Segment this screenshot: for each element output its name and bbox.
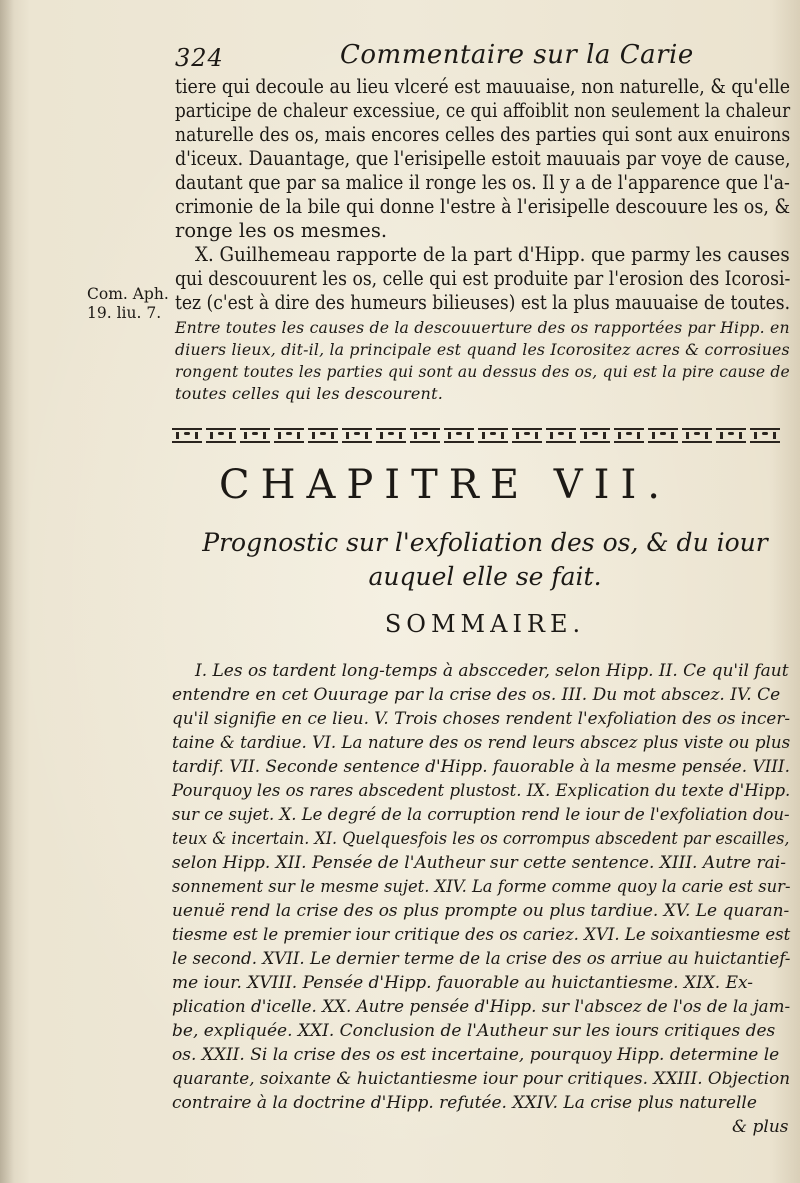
summary-line: sonnement sur le mesme sujet. XIV. La forme comme quoy la carie est sur- — [172, 877, 791, 897]
margin-note-line: Com. Aph. — [87, 285, 169, 303]
page-header — [175, 30, 694, 72]
summary-line: plication d'icelle. XX. Autre pensée d'Hipp. sur l'abscez de l'os de la jam- — [172, 997, 791, 1017]
summary-line: quarante, soixante & huictantiesme iour pour critiques. XXIII. Objection — [172, 1069, 791, 1089]
running-title: Commentaire sur la Carie — [340, 40, 694, 70]
quote-line: toutes celles qui les descourent. — [175, 384, 443, 403]
summary-line: I. Les os tardent long-temps à abscceder, selon Hipp. II. Ce qu'il faut — [195, 661, 789, 681]
summary-line: sur ce sujet. X. Le degré de la corruption rend le iour de l'exfoliation dou- — [172, 805, 790, 825]
summary-line: teux & incertain. XI. Quelquesfois les os corrompus abscedent par escailles, — [172, 829, 790, 849]
chapter-subtitle: auquel elle se fait. — [368, 562, 602, 591]
quote-line: rongent toutes les parties qui sont au dessus des os, qui est la pire cause de — [175, 362, 790, 381]
quote-line: Entre toutes les causes de la descouuerture des os rapportées par Hipp. en — [175, 318, 790, 337]
summary-line: selon Hipp. XII. Pensée de l'Autheur sur cette sentence. XIII. Autre rai- — [172, 853, 786, 873]
body-line: naturelle des os, mais encores celles des parties qui sont aux enuirons — [175, 123, 791, 146]
summary-line: tardif. VII. Seconde sentence d'Hipp. fauorable à la mesme pensée. VIII. — [172, 757, 790, 777]
body-line: dautant que par sa malice il ronge les os. Il y a de l'apparence que l'a- — [175, 171, 790, 194]
body-line: ronge les os mesmes. — [175, 219, 388, 242]
body-line: X. Guilhemeau rapporte de la part d'Hipp. que parmy les causes — [195, 243, 790, 266]
quote-line: diuers lieux, dit-il, la principale est quand les Icorositez acres & corrosiues — [175, 340, 790, 359]
summary-line: uenuë rend la crise des os plus prompte ou plus tardiue. XV. Le quaran- — [172, 901, 790, 921]
body-line: qui descouurent les os, celle qui est produite par l'erosion des Icorosi- — [175, 267, 791, 290]
body-line: participe de chaleur excessiue, ce qui affoiblit non seulement la chaleur — [175, 99, 791, 122]
summary-line: qu'il signifie en ce lieu. V. Trois choses rendent l'exfoliation des os incer- — [172, 709, 791, 729]
sommaire-heading: SOMMAIRE. — [384, 610, 586, 638]
margin-note-line: 19. liu. 7. — [87, 304, 162, 322]
body-line: tiere qui decoule au lieu vlceré est mauuaise, non naturelle, & qu'elle — [175, 75, 791, 98]
body-line: crimonie de la bile qui donne l'estre à l'erisipelle descouure les os, & — [175, 195, 791, 218]
summary-line: os. XXII. Si la crise des os est incertaine, pourquoy Hipp. determine le — [172, 1045, 780, 1065]
body-line: d'iceux. Dauantage, que l'erisipelle estoit mauuais par voye de cause, — [175, 147, 791, 170]
summary-line: Pourquoy les os rares abscedent plustost. IX. Explication du texte d'Hipp. — [172, 781, 791, 801]
summary-line: taine & tardiue. VI. La nature des os rend leurs abscez plus viste ou plus — [172, 733, 791, 753]
summary-line: me iour. XVIII. Pensée d'Hipp. fauorable au huictantiesme. XIX. Ex- — [172, 973, 754, 993]
summary-line: le second. XVII. Le dernier terme de la crise des os arriue au huictantief- — [172, 949, 791, 969]
ornamental-divider — [172, 427, 784, 443]
summary-line: tiesme est le premier iour critique des os cariez. XVI. Le soixantiesme est — [172, 925, 791, 945]
page-number: 324 — [175, 44, 224, 72]
summary-line: be, expliquée. XXI. Conclusion de l'Autheur sur les iours critiques des — [172, 1021, 776, 1041]
summary-line: entendre en cet Ouurage par la crise des os. III. Du mot abscez. IV. Ce — [172, 685, 781, 705]
page-gutter-shadow — [0, 0, 14, 1183]
summary-line: contraire à la doctrine d'Hipp. refutée. XXIV. La crise plus naturelle — [172, 1093, 757, 1113]
chapter-subtitle: Prognostic sur l'exfoliation des os, & du iour — [202, 528, 768, 557]
chapter-title: CHAPITRE VII. — [218, 462, 671, 508]
body-line: tez (c'est à dire des humeurs bilieuses) est la plus mauuaise de toutes. — [175, 291, 791, 314]
summary-line: & plus — [732, 1117, 789, 1137]
